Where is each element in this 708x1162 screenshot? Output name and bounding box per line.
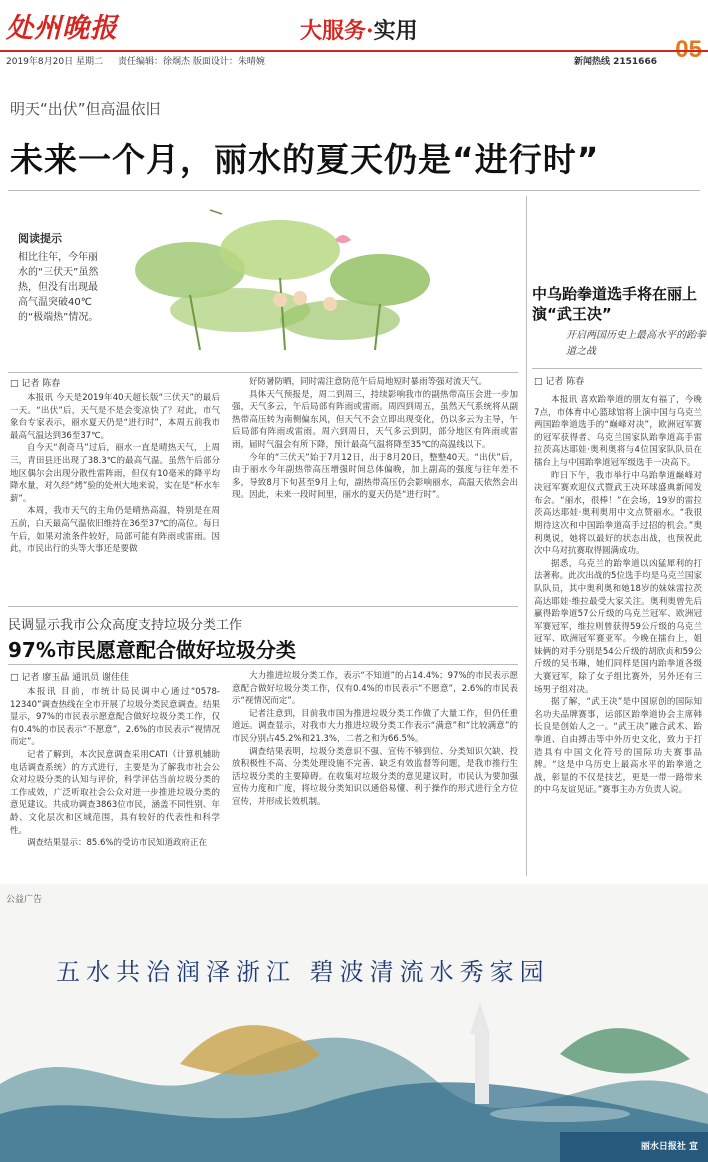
article2-column-1: [10, 686, 220, 850]
divider: [8, 606, 518, 607]
divider: [8, 664, 518, 665]
info-line: [0, 50, 708, 70]
article2-subhead: 民调显示我市公众高度支持垃圾分类工作: [8, 618, 243, 633]
ad-slogan: 五水共治润泽浙江 碧波清流水秀家园: [56, 958, 550, 986]
newspaper-logo: 处州晚报: [6, 13, 118, 44]
divider: [8, 190, 700, 191]
paragraph: 记者注意到，目前我市国为推进垃圾分类工作做了大量工作，但仍任重道远。调查显示，对我市大力推进垃圾分类工作表示“满意”和“比较满意”的市民分别占45.2%和21.3%，二者之和为66.5%。: [232, 708, 518, 744]
digest-text: 相比往年，今年丽水的“三伏天”虽然热，但没有出现最高气温突破40℃的“极端热”情况。: [18, 252, 99, 323]
issue-date: 2019年8月20日 星期二: [6, 57, 103, 67]
article1-byline-text: 记者 陈春: [21, 379, 61, 389]
section-title-bold: 实用: [373, 18, 418, 44]
paragraph: 本报讯 今天是2019年40天超长版“三伏天”的最后一天。“出伏”后，天气是不是会变凉快了？对此，市气象台专家表示，丽水夏天仍是“进行时”，本周五前我市最高气温达到36至37℃。: [10, 393, 220, 441]
column-divider: [526, 196, 527, 876]
article3-column: [534, 394, 702, 797]
ad-tag: 公益广告: [6, 895, 43, 905]
paragraph: 本报讯 喜欢跆拳道的朋友有福了，今晚7点，市体育中心篮球馆将上演中国与乌克兰两国跆拳道选手的“巅峰对决”，欧洲冠军赛的冠军获得者、乌克兰国家队跆拳道高手雷拉茨高达耶娃·奥利奥将与4位国家队队员在擂台上与中国跆拳道冠军级选手一决高下。: [534, 395, 702, 468]
article2-byline-text: 记者 廖玉晶 通讯员 谢佳佳: [21, 673, 129, 683]
paragraph: 自今天“刹奇马”过后，丽水一直是晴热天气，上周三，青田县还出现了38.3℃的最高气温。虽然午后部分地区偶尔会出现分散性雷阵雨，但仅有10毫米的降平均降水量，对久经“烤”验的处州大地来说，实在是“杯水车薪”。: [10, 443, 220, 504]
editor-credits: 责任编辑：徐炯杰 版面设计：朱晴婉: [118, 57, 265, 67]
paragraph: 调查结果表明，垃圾分类意识不强、宣传不够到位、分类知识欠缺、投放积极性不高、分类处理设施不完善、缺乏有效监督等问题，是我市推行生活垃圾分类的主要障碍。在收集对垃圾分类的意见建议时，市民认为要加强宣传力度和广度，将垃圾分类知识以通俗易懂、利于操作的形式进行全方位宣传，并形成长效机制。: [232, 746, 518, 807]
paragraph: 具体天气预报是，周二到周三，持续影响我市的副热带高压会进一步加强，天气多云，午后局部有阵雨或雷雨。周四到周五，虽然天气系统将从副热带高压转为南侧偏东风，但天气不会立即出现变化，仍以多云为主导，午后局部有阵雨或雷雨。周六到周日，天气多云到阴，部分地区有阵雨或雷雨，届时气温会有所下降，预计最高气温将降至35℃的高温线以下。: [232, 389, 518, 450]
lotus-illustration: [130, 200, 440, 350]
article2-column-2: [232, 670, 518, 809]
article2-headline: 97%市民愿意配合做好垃圾分类: [8, 638, 296, 662]
section-title-main: 大服务·: [300, 18, 374, 44]
ad-sponsor: 丽水日报社 宣: [640, 1142, 698, 1152]
article2-byline: □ 记者 廖玉晶 通讯员 谢佳佳: [10, 673, 129, 683]
paragraph: 今年的“三伏天”始于7月12日，出于8月20日，整整40天。“出伏”后，由于丽水今年副热带高压增强时间总体偏晚，加上副高的强度与往年差不多，导致8月下旬甚至9月上旬，副热带高压仍会影响丽水，高温天依然会出现。因此，未来一段时间里，丽水的夏天仍是“进行时”。: [232, 452, 518, 501]
divider: [8, 372, 518, 373]
paragraph: 本周，我市天气的主角仍是晴热高温，特别是在周五前，白天最高气温依旧维持在36至37℃的高位。每日午后，如果对流条件较好，局部可能有阵雨或雷雨。因此，市民出行的头等大事还是要做: [10, 506, 220, 555]
article3-headline: 中乌跆拳道选手将在丽上演“武王决”: [532, 285, 698, 323]
paragraph: 据悉，乌克兰的跆拳道以凶猛犀利的打法著称。此次出战的5位选手均是乌克兰国家队队员，其中奥利奥和她18岁的妹妹雷拉茨高达耶娃·维拉最受大家关注。奥利奥曾先后赢得跆拳道57公斤级的乌克兰冠军、欧洲冠军赛冠军，维拉则曾获得59公斤级的乌克兰冠军、欧洲冠军赛亚军。今晚在擂台上，姐妹俩的对手分别是54公斤级的胡欣贞和59公斤级的吴书琳，她们同样是国内跆拳道各级大赛冠军，除了女子组比赛外，另外还有三场男子组对决。: [534, 558, 702, 695]
article1-column-2: [232, 376, 518, 502]
article3-subhead: 开启两国历史上最高水平的跆拳道之战: [566, 330, 706, 357]
public-service-ad: [0, 884, 708, 1162]
paragraph: 大力推进垃圾分类工作，表示“不知道”的占14.4%；97%的市民表示愿意配合做好垃圾分类工作，仅有0.4%的市民表示“不愿意”，2.6%的市民表示“视情况而定”。: [232, 671, 518, 707]
paragraph: 调查结果显示：85.6%的受访市民知道政府正在: [27, 838, 208, 849]
paragraph: 本报讯 目前，市统计局民调中心通过“0578-12340”调查热线在全市开展了垃圾分类民意调查。结果显示，97%的市民表示愿意配合做好垃圾分类工作，仅有0.4%的市民表示“不愿意”，2.6%的市民表示“视情况而定”。: [10, 687, 220, 748]
article1-byline: □ 记者 陈春: [10, 379, 61, 389]
article3-byline-text: 记者 陈春: [545, 377, 585, 387]
paragraph: 好防暑防晒，同时需注意防范午后局地短时暴雨等强对流天气。: [249, 377, 488, 387]
paragraph: 据了解，“武王决”是中国原创的国际知名功夫品牌赛事，运部区跆拳道协会主席韩长良是创始人之一。“武王决”融合武术、跆拳道、自由搏击等中外历史文化，致力于打造具有中国文化符号的国际功夫赛事品牌。“这是中乌历史上最高水平的跆拳道之战，彰显的不仅是技艺，更是一带一路带来的中乌友谊见证。”赛事主办方负责人说。: [534, 697, 702, 796]
article1-kicker: 明天“出伏”但高温依旧: [10, 100, 161, 118]
article1-column-1: [10, 392, 220, 556]
ad-landscape-artwork: [0, 884, 708, 1162]
divider: [532, 368, 702, 369]
digest-label: 阅读提示: [18, 232, 62, 245]
paragraph: 昨日下午，我市举行中乌跆拳道巅峰对决冠军赛欢迎仪式暨武王决环球盛典新闻发布会。“丽水，很棒！”在会场，19岁的雷拉茨高达耶娃·奥利奥用中文点赞丽水。“我很期待这次和中国跆拳道高手过招的机会。”奥利奥说，她将以最好的状态出战，也预祝此次中乌对抗赛取得圆满成功。: [534, 470, 702, 557]
paragraph: 记者了解到，本次民意调查采用CATI（计算机辅助电话调查系统）的方式进行，主要是为了解我市社会公众对垃圾分类的认知与评价，科学评估当前垃圾分类的工作成效，广泛听取社会公众对进一步推进垃圾分类的意见建议。共成功调查3863位市民，涵盖不同性别、年龄、文化层次和区域范围，具有较好的代表性和科学性。: [10, 749, 220, 836]
article3-byline: □ 记者 陈春: [534, 377, 585, 387]
article1-headline: 未来一个月，丽水的夏天仍是“进行时”: [10, 140, 600, 179]
section-title: [300, 14, 418, 45]
page-number: 05: [675, 36, 702, 63]
news-hotline: 新闻热线 2151666: [574, 57, 657, 67]
